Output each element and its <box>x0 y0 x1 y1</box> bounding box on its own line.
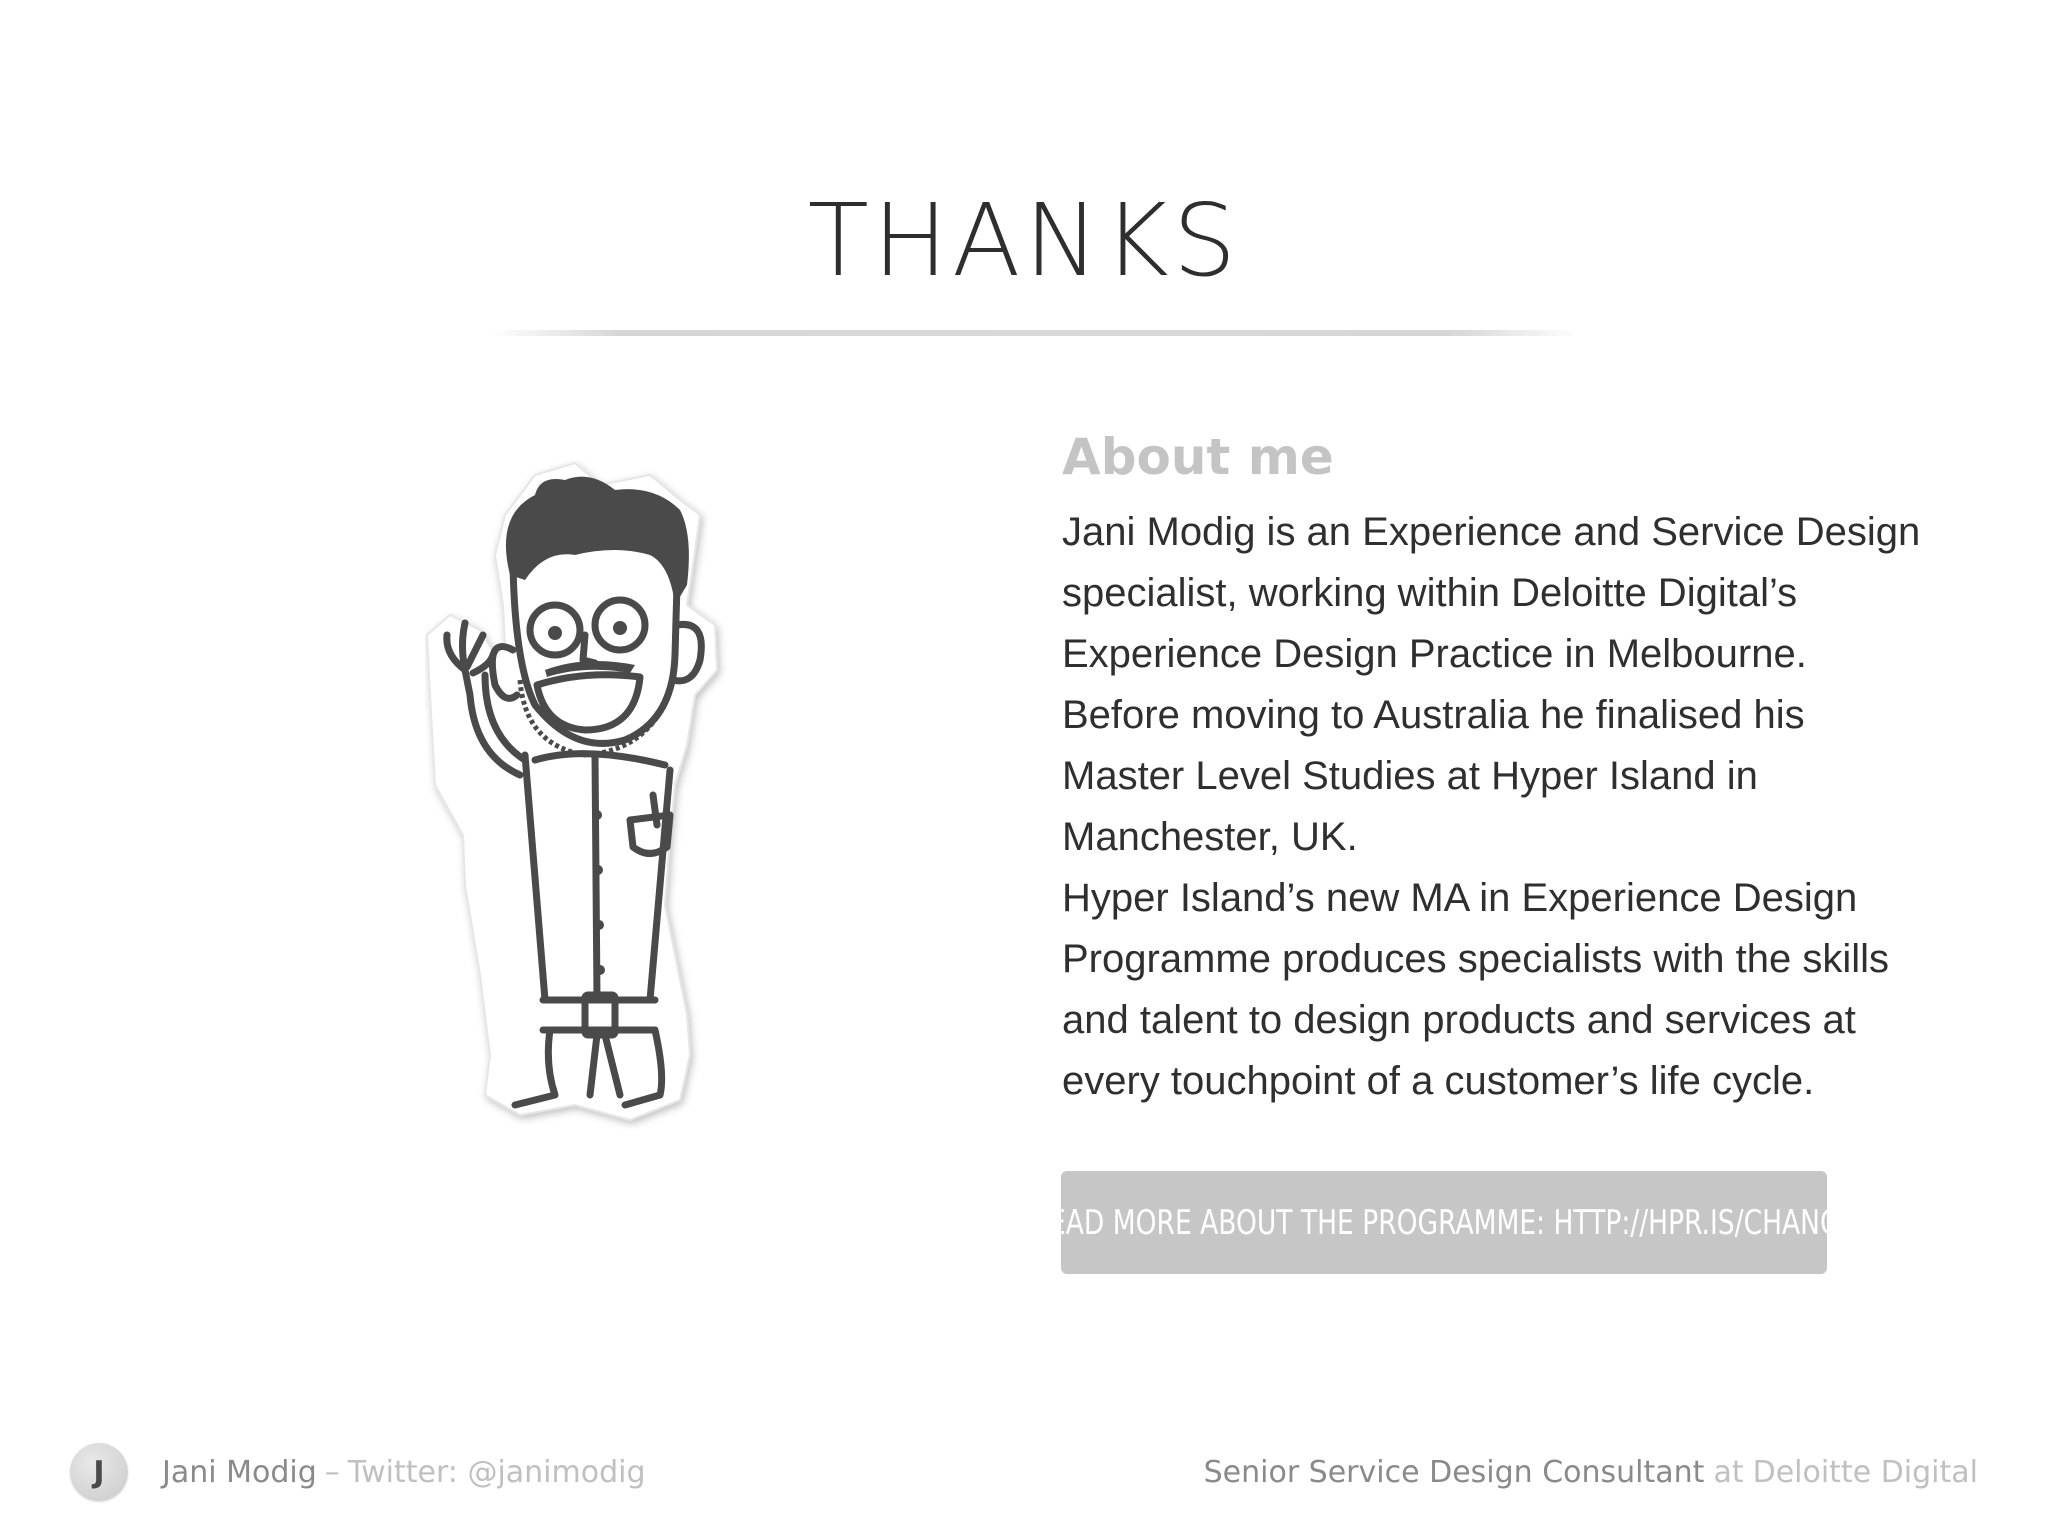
footer-company: Deloitte Digital <box>1752 1454 1978 1490</box>
about-paragraph-2: Hyper Island’s new MA in Experience Design Programme produces specialists with the skills and talent to design products and services at every touchpoint of a customer’s life cycle. <box>1062 876 1889 1103</box>
footer-left <box>70 1442 646 1502</box>
footer-at: at <box>1713 1454 1744 1490</box>
waving-man-cartoon-icon <box>425 455 810 1130</box>
title-divider <box>490 330 1580 336</box>
slide-title: THANKS <box>807 182 1241 299</box>
read-more-label: READ MORE ABOUT THE PROGRAMME: HTTP://HPR.IS/CHANGE <box>1030 1202 1858 1243</box>
footer-right <box>1204 1442 1978 1502</box>
read-more-button[interactable] <box>1030 1171 1858 1274</box>
footer-name: Jani Modig <box>162 1454 317 1490</box>
avatar <box>70 1443 128 1501</box>
footer-twitter-link[interactable]: Twitter: @janimodig <box>347 1454 646 1490</box>
about-paragraph-1: Jani Modig is an Experience and Service Design specialist, working within Deloitte Digital’s Experience Design Practice in Melbourne. Before moving to Australia he finalised his Master Level Studies at Hyper Island in Manchester, UK. <box>1062 510 1921 859</box>
footer-role: Senior Service Design Consultant <box>1203 1454 1705 1490</box>
about-heading: About me <box>1062 428 1334 486</box>
footer-separator: – <box>324 1454 340 1490</box>
avatar-letter: J <box>93 1454 105 1490</box>
